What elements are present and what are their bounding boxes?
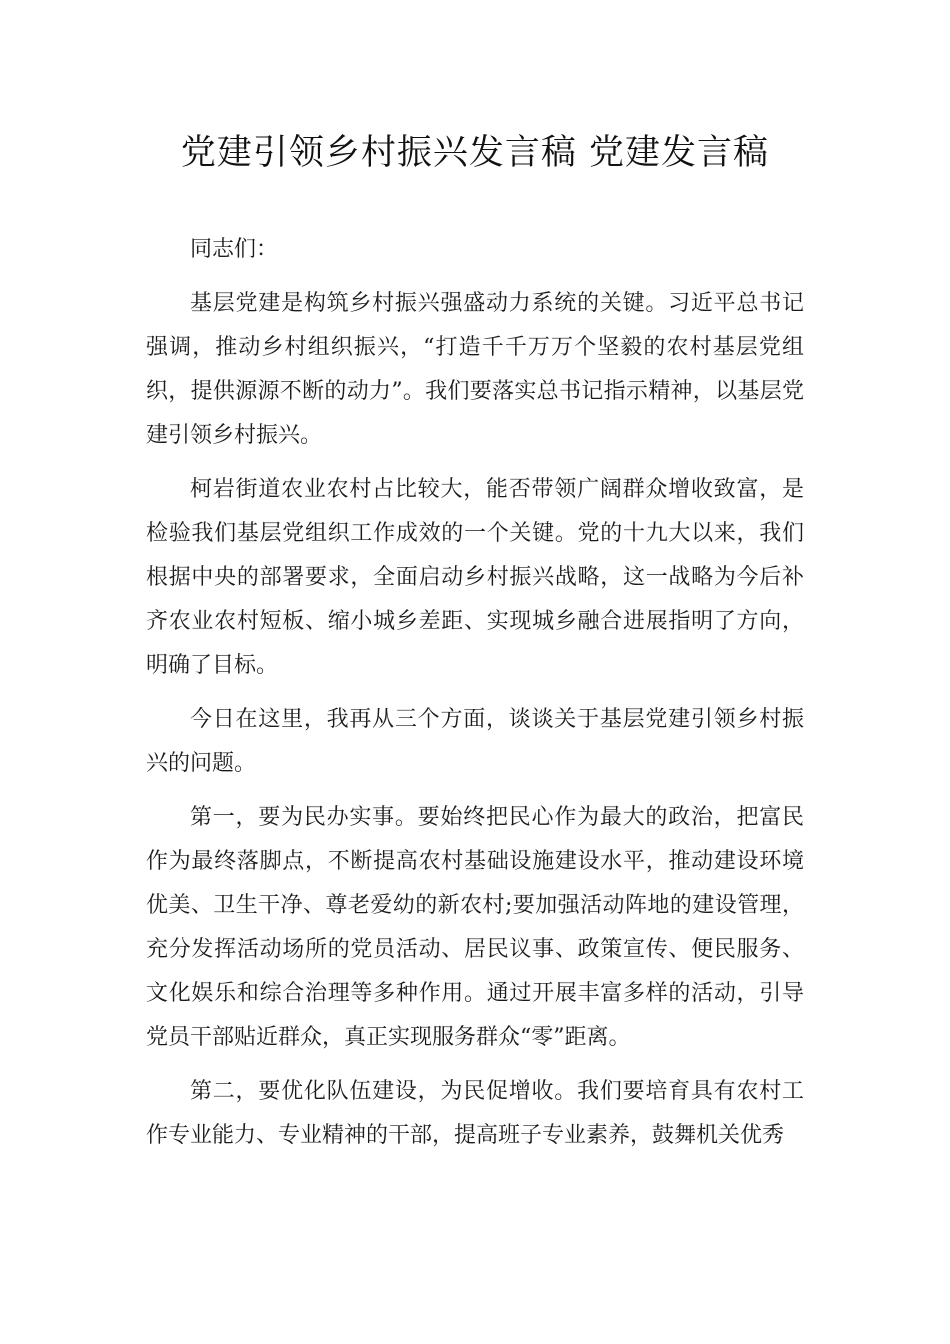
paragraph: 柯岩街道农业农村占比较大，能否带领广阔群众增收致富，是检验我们基层党组织工作成效的一个关键。党的十九大以来，我们根据中央的部署要求，全面启动乡村振兴战略，这一战略为今后补齐农业农村短板、缩小城乡差距、实现城乡融合进展指明了方向，明确了目标。 [146, 477, 804, 678]
document-title: 党建引领乡村振兴发言稿 党建发言稿 [180, 133, 770, 173]
paragraph: 基层党建是构筑乡村振兴强盛动力系统的关键。习近平总书记强调，推动乡村组织振兴，“打造千千万万个坚毅的农村基层党组织，提供源源不断的动力”。我们要落实总书记指示精神，以基层党建引领乡村振兴。 [146, 291, 804, 448]
paragraph: 第二，要优化队伍建设，为民促增收。我们要培育具有农村工作专业能力、专业精神的干部，提高班子专业素养，鼓舞机关优秀 [146, 1079, 804, 1148]
paragraph: 第一，要为民办实事。要始终把民心作为最大的政治，把富民作为最终落脚点，不断提高农村基础设施建设水平，推动建设环境优美、卫生干净、尊老爱幼的新农村;要加强活动阵地的建设管理，充分发挥活动场所的党员活动、居民议事、政策宣传、便民服务、文化娱乐和综合治理等多种作用。通过开展丰富多样的活动，引导党员干部贴近群众，真正实现服务群众“零”距离。 [146, 805, 804, 1050]
paragraph-salutation: 同志们： [190, 237, 279, 262]
document-body [146, 228, 804, 1168]
paragraph: 今日在这里，我再从三个方面，谈谈关于基层党建引领乡村振兴的问题。 [146, 707, 804, 776]
